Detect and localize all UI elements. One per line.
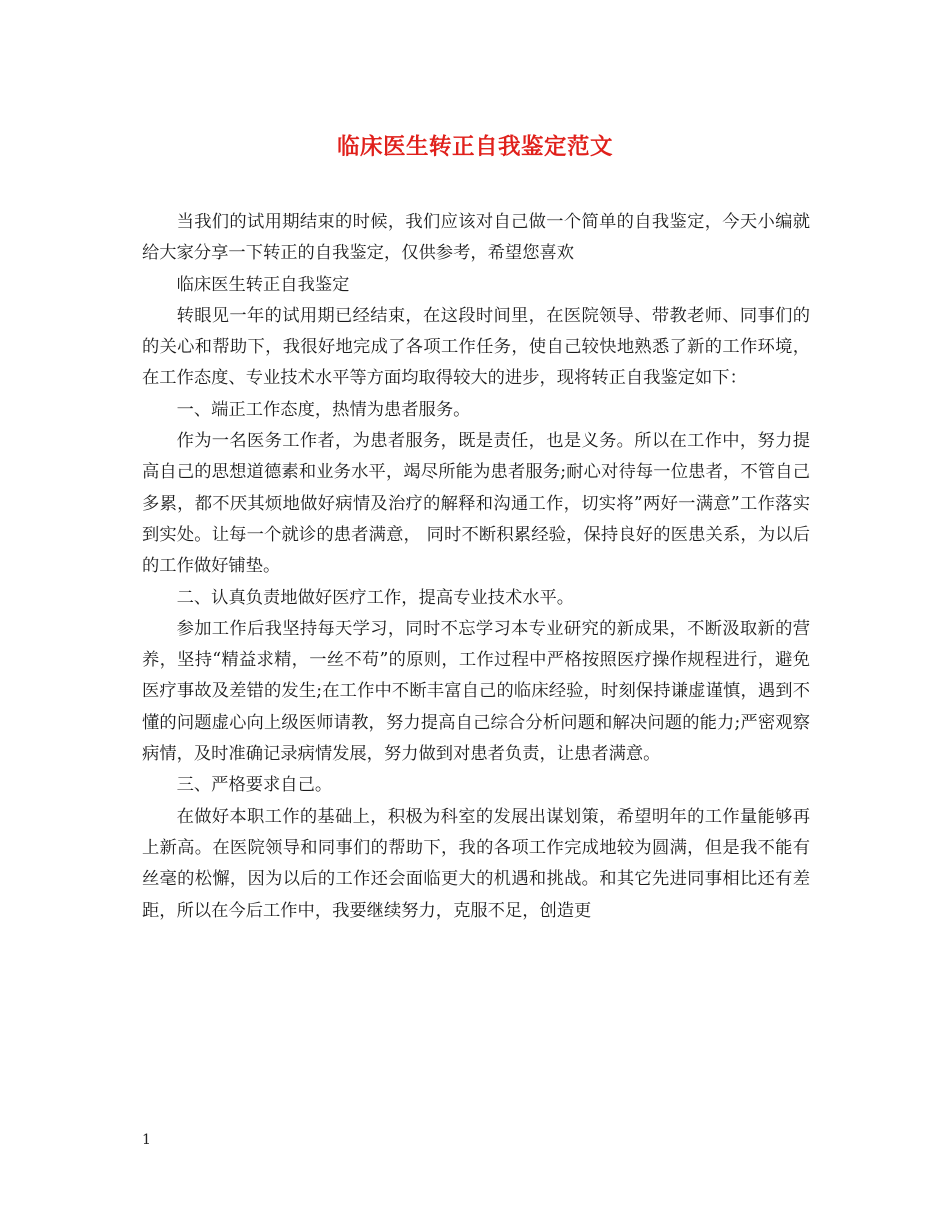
section-1-paragraph: 作为一名医务工作者，为患者服务，既是责任，也是义务。所以在工作中，努力提高自己的思想道德素和业务水平，竭尽所能为患者服务;耐心对待每一位患者，不管自己多累，都不厌其烦地做好病情及治疗的解释和沟通工作，切实将”两好一满意”工作落实到实处。让每一个就诊的患者满意， 同时不断积累经验，保持良好的医患关系，为以后的工作做好铺垫。: [142, 431, 810, 577]
page-number: 1: [142, 1132, 151, 1148]
document-body: [142, 207, 810, 927]
document-title: 临床医生转正自我鉴定范文: [336, 134, 613, 160]
section-heading-main: 临床医生转正自我鉴定: [176, 274, 350, 295]
intro-paragraph: 当我们的试用期结束的时候，我们应该对自己做一个简单的自我鉴定，今天小编就给大家分享一下转正的自我鉴定，仅供参考，希望您喜欢: [142, 212, 810, 264]
section-2-paragraph: 参加工作后我坚持每天学习，同时不忘学习本专业研究的新成果，不断汲取新的营养，坚持“精益求精，一丝不苟”的原则，工作过程中严格按照医疗操作规程进行，避免医疗事故及差错的发生;在工作中不断丰富自己的临床经验，时刻保持谦虚谨慎，遇到不懂的问题虚心向上级医师请教，努力提高自己综合分析问题和解决问题的能力;严密观察病情，及时准确记录病情发展，努力做到对患者负责，让患者满意。: [142, 618, 810, 765]
section-3-paragraph: 在做好本职工作的基础上，积极为科室的发展出谋划策，希望明年的工作量能够再上新高。在医院领导和同事们的帮助下，我的各项工作完成地较为圆满，但是我不能有丝毫的松懈，因为以后的工作还会面临更大的机遇和挑战。和其它先进同事相比还有差距，所以在今后工作中，我要继续努力，克服不足，创造更: [142, 806, 810, 921]
section-heading-3: 三、严格要求自己。: [176, 775, 333, 796]
section-heading-1: 一、端正工作态度，热情为患者服务。: [176, 399, 471, 420]
section-heading-2: 二、认真负责地做好医疗工作，提高专业技术水平。: [176, 587, 575, 608]
opening-paragraph: 转眼见一年的试用期已经结束，在这段时间里，在医院领导、带教老师、同事们的的关心和帮助下，我很好地完成了各项工作任务，使自己较快地熟悉了新的工作环境，在工作态度、专业技术水平等方面均取得较大的进步，现将转正自我鉴定如下：: [142, 305, 810, 389]
